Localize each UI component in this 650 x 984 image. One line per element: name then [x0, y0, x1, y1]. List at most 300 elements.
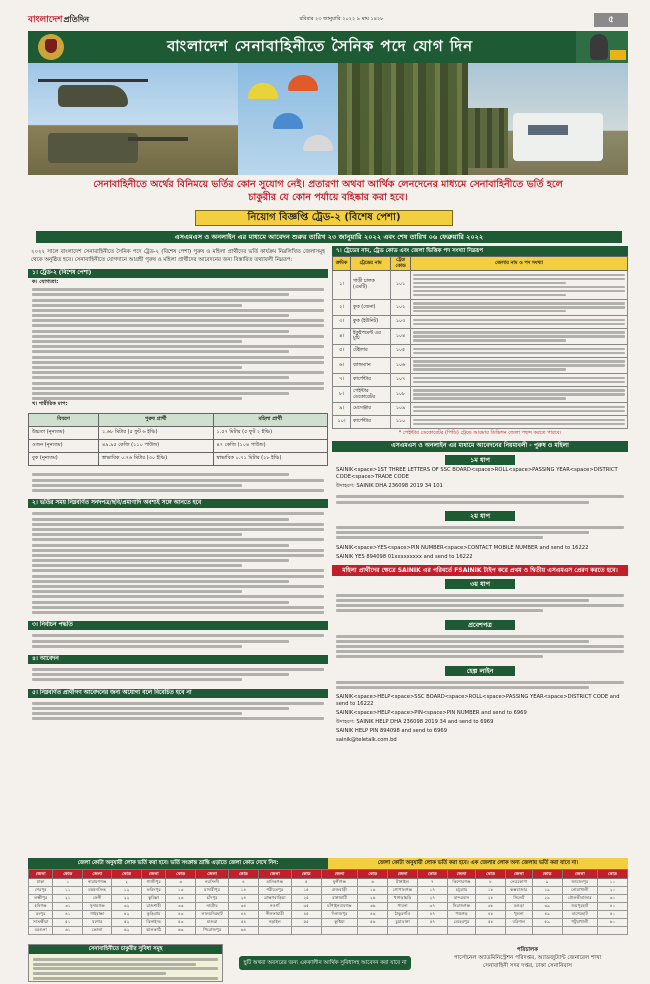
district-name: ফরিদপুর — [142, 887, 166, 895]
issuer-block — [427, 944, 628, 982]
district-code: ৪৯ — [532, 911, 562, 919]
district-code: ৫৪ — [228, 919, 258, 927]
application-deadline-bar: এসএমএস ও অনলাইন এর মাধ্যমে আবেদন শুরুর তারিখ ২৩ জানুয়ারি ২০২২ এবং শেষ তারিখ ০৬ ফেব্রুয়ারি ২০২২ — [36, 231, 622, 243]
district-name: মৌলভীবাজার — [562, 895, 597, 903]
admit-card-label: প্রবেশপত্র — [445, 620, 515, 630]
section-text-block — [28, 630, 328, 652]
district-code: ৪৮ — [476, 911, 506, 919]
table-row — [333, 386, 628, 403]
district-name: ফেনী — [83, 895, 112, 903]
district-code: ৩৯ — [532, 903, 562, 911]
district-name: সিলেট — [506, 895, 533, 903]
trade-table-title: ৭। ট্রেডের নাম, ট্রেড কোড এবং জেলা ভিত্তিক পদ সংখ্যা নিম্নরূপ — [332, 246, 628, 256]
soldiers-group-shape — [338, 63, 468, 175]
table-header: জেলার নাম ও পদ সংখ্যা — [411, 257, 628, 271]
issuer-title: পরিচালক — [516, 947, 539, 953]
un-apc-photo — [468, 63, 628, 175]
trade-footnote: * পেইন্টার ডেকোরেটর (পিডি) ট্রেডে আরমার ডিভিশন জেলা পছন্দ করতে পারবে। — [398, 429, 562, 436]
table-cell: বুক (নূন্যতম) — [29, 453, 99, 466]
table-cell: উচ্চতা (নূন্যতম) — [29, 427, 99, 440]
right-column — [332, 246, 628, 856]
table-header: কোড — [53, 870, 83, 879]
district-name: চাঁপাইনবাবগঞ্জ — [321, 903, 358, 911]
table-header: কোড — [476, 870, 506, 879]
sms-example-2: SAINIK YES 894098 01xxxxxxxxx and send to 16222 — [336, 553, 473, 560]
stage-1-label: ১ম ধাপ — [445, 455, 515, 465]
trade-code: ১১০ — [391, 415, 411, 428]
district-code: ২৭ — [417, 895, 447, 903]
trade-name: ইকুইপমেন্ট এর মুচি — [351, 328, 391, 345]
trade-code: ১০৩ — [391, 316, 411, 329]
tank-shape — [48, 133, 138, 163]
district-name: মানিকগঞ্জ — [258, 879, 291, 887]
soldiers-group-shape — [468, 108, 508, 168]
help-example-1: উদাহরণ: SAINIK HELP DHA 236098 2019 34 and send to 6969 — [336, 719, 494, 726]
district-code: ৯ — [532, 879, 562, 887]
parachute-shape — [248, 83, 278, 99]
notice-title: নিয়োগ বিজ্ঞপ্তি ট্রেড-২ (বিশেষ পেশা) — [195, 210, 453, 226]
trade-name: পেইন্টার ডেকোরেটর — [351, 386, 391, 403]
district-code: ৬ — [358, 879, 388, 887]
district-name: বাগেরহাট — [562, 911, 597, 919]
district-name: নেত্রকোণা — [506, 879, 533, 887]
district-name: নোয়াখালী — [562, 887, 597, 895]
district-name: লালমনিরহাট — [196, 911, 229, 919]
district-name: জামালপুর — [562, 879, 597, 887]
trade-name: কার্পেন্টার — [351, 415, 391, 428]
district-name: পঞ্চগড় — [447, 911, 475, 919]
district-code: ২২ — [112, 895, 142, 903]
table-header: কোড — [358, 870, 388, 879]
district-code: ৪৫ — [291, 911, 321, 919]
trade-serial: ২। — [333, 299, 351, 316]
subsection-heading: খ। শারীরিক মাপ: — [32, 401, 68, 408]
district-name: নওগাঁ — [258, 903, 291, 911]
table-header: জেলা — [321, 870, 358, 879]
district-code: ৩০ — [598, 895, 628, 903]
photo-strip — [28, 63, 628, 175]
district-name: হবিগঞ্জ — [29, 903, 53, 911]
district-code — [291, 927, 321, 935]
district-code: ৩২ — [112, 903, 142, 911]
parachute-photo — [238, 63, 338, 175]
district-name: চট্টগ্রাম — [447, 887, 475, 895]
district-name: মাগুরা — [196, 919, 229, 927]
district-name: লক্ষ্মীপুর — [29, 895, 53, 903]
district-name: টাঙ্গাইল — [388, 879, 418, 887]
warning-line-2: চাকুরীর যে কোন পর্যায়ে বহিষ্কার করা হবে। — [248, 192, 408, 203]
district-code: ৪০ — [598, 903, 628, 911]
trade-serial: ৬। — [333, 357, 351, 374]
district-code: ৪৩ — [166, 911, 196, 919]
section-text-block — [332, 491, 628, 508]
help-email-link[interactable]: sainik@teletalk.com.bd — [336, 737, 397, 744]
district-name: ঠাকুরগাঁও — [388, 911, 418, 919]
table-row — [29, 911, 628, 919]
district-name — [258, 927, 291, 935]
centenary-logo-icon — [610, 50, 626, 60]
district-code: ৩৩ — [166, 903, 196, 911]
trade-code: ১০২ — [391, 299, 411, 316]
brand-sub: প্রতিদিন — [63, 13, 90, 24]
district-code: ৫৭ — [417, 919, 447, 927]
table-header: জেলা — [447, 870, 475, 879]
section-heading: ৪। আবেদন — [28, 655, 328, 664]
table-cell: স্বাভাবিক ০.৭১ মিটার (২৮ ইঞ্চি) — [213, 453, 328, 466]
tank-gun-shape — [128, 137, 188, 141]
trade-district-list — [411, 386, 628, 403]
section-text-block — [28, 278, 328, 410]
benefits-box — [28, 944, 223, 982]
district-name: পটুয়াখালী — [562, 919, 597, 927]
table-row — [29, 927, 628, 935]
table-row — [29, 879, 628, 887]
newspaper-brand[interactable] — [28, 15, 89, 25]
district-name: মুন্সীগঞ্জ — [321, 879, 358, 887]
district-name — [506, 927, 533, 935]
section-text-block — [28, 664, 328, 686]
table-row — [333, 403, 628, 416]
table-cell: ৪৭ কেজি (১০৪ পাউন্ড) — [213, 440, 328, 453]
table-header: পুরুষ প্রার্থী — [99, 414, 214, 427]
section-heading: ৩। নির্বাচন পদ্ধতি — [28, 621, 328, 630]
left-column — [28, 246, 328, 856]
table-row — [29, 919, 628, 927]
district-name: ঝালকাঠি — [142, 927, 166, 935]
help-format-2: SAINIK<space>HELP<space>PIN<space>PIN NUMBER and send to 6969 — [336, 710, 527, 717]
trade-table — [332, 256, 628, 429]
trade-serial: ৯। — [333, 403, 351, 416]
district-code: ২৮ — [476, 895, 506, 903]
trade-serial: ১০। — [333, 415, 351, 428]
trade-district-list — [411, 403, 628, 416]
district-code: ১৭ — [417, 887, 447, 895]
district-name: খুলনা — [506, 911, 533, 919]
district-code: ৩৪ — [228, 903, 258, 911]
section-heading: ১। ট্রেড-২ (বিশেষ পেশা) — [28, 269, 328, 278]
table-row — [333, 374, 628, 387]
table-header: কোড — [417, 870, 447, 879]
district-code: ৫৫ — [291, 919, 321, 927]
district-name: গাজীপুর — [142, 879, 166, 887]
helpline-label: হেল্প লাইন — [445, 666, 515, 676]
brand-main: বাংলাদেশ — [28, 14, 63, 25]
apc-vehicle-shape — [513, 113, 603, 161]
banner-title: বাংলাদেশ সেনাবাহিনীতে সৈনিক পদে যোগ দিন — [166, 37, 474, 56]
table-row — [29, 895, 628, 903]
district-code: ৫১ — [53, 919, 83, 927]
district-code-table — [28, 869, 628, 935]
district-code — [358, 927, 388, 935]
district-code: ১০ — [598, 879, 628, 887]
district-name: সাতক্ষীরা — [29, 919, 53, 927]
section-text-block — [332, 631, 628, 663]
section-text-block — [332, 522, 628, 544]
district-code: ৫৬ — [358, 919, 388, 927]
district-name: ঝিনাইদহ — [142, 919, 166, 927]
table-row — [29, 887, 628, 895]
district-code: ৫৮ — [476, 919, 506, 927]
district-name: বগুড়া — [506, 903, 533, 911]
district-name: দিনাজপুর — [321, 911, 358, 919]
district-table-header — [28, 858, 628, 869]
district-name — [562, 927, 597, 935]
district-code: ৬১ — [53, 927, 83, 935]
trade-code: ১০১ — [391, 271, 411, 300]
portrait-icon — [590, 34, 608, 60]
apc-window-shape — [528, 125, 568, 135]
sms-example-1: উদাহরণ: SAINIK DHA 236098 2019 34 101 — [336, 483, 443, 490]
section-text-block — [28, 469, 328, 496]
district-table-title-right: জেলা কোটা অনুযায়ী লোক ভর্তি করা হবে। এক জেলার লোক অন্য জেলায় ভর্তি করা যাবে না। — [328, 858, 628, 869]
female-candidate-note: মহিলা প্রার্থীদের ক্ষেত্রে SAINIK এর পরিবর্তে FSAINIK টাইপ করে প্রথম ও দ্বিতীয় এসএমএস প্রেরণ করতে হবে। — [332, 565, 628, 576]
district-code: ৬৪ — [228, 927, 258, 935]
district-code: ৩ — [166, 879, 196, 887]
district-code: ২০ — [598, 887, 628, 895]
district-code: ৬৩ — [166, 927, 196, 935]
trade-serial: ৭। — [333, 374, 351, 387]
table-row — [29, 453, 328, 466]
table-row — [333, 415, 628, 428]
district-code — [476, 927, 506, 935]
issuer-line-2: সেনাবাহিনী সদর দপ্তর, ঢাকা সেনানিবাস — [483, 963, 572, 969]
subsection-heading: ক। যোগ্যতা: — [32, 279, 59, 285]
district-code — [598, 927, 628, 935]
ad-banner — [28, 31, 628, 63]
trade-district-list — [411, 415, 628, 428]
trade-district-list — [411, 374, 628, 387]
table-header: জেলা — [506, 870, 533, 879]
table-header: কোড — [228, 870, 258, 879]
table-row — [29, 903, 628, 911]
district-name: গাইবান্ধা — [83, 911, 112, 919]
table-header: ট্রেড কোড — [391, 257, 411, 271]
district-name: শরীয়তপুর — [258, 887, 291, 895]
trade-code: ১০৫ — [391, 345, 411, 358]
district-name: ব্রাহ্মণবাড়িয়া — [258, 895, 291, 903]
footer-note: ছুটি অথবা অবসরের জন্য এককালীন আর্থিক সুবিধাসহ আবেদন করা যাবে না — [239, 956, 410, 970]
table-header: ট্রেডের নাম — [351, 257, 391, 271]
trade-district-list — [411, 316, 628, 329]
trade-code: ১০৯ — [391, 403, 411, 416]
district-name: কিশোরগঞ্জ — [447, 879, 475, 887]
district-code: ১ — [53, 879, 83, 887]
table-cell: স্বাভাবিক ০.৭৬ মিটার (৩০ ইঞ্চি) — [99, 453, 214, 466]
district-code: ১৮ — [476, 887, 506, 895]
trade-district-list — [411, 345, 628, 358]
table-cell: ওজন (নূন্যতম) — [29, 440, 99, 453]
table-cell: ১.৬৮ মিটার (৫ ফুট ৬ ইঞ্চি) — [99, 427, 214, 440]
table-header: জেলা — [29, 870, 53, 879]
district-code: ৬০ — [598, 919, 628, 927]
trade-serial: ৮। — [333, 386, 351, 403]
trade-name: কার্পেন্টার — [351, 374, 391, 387]
parachute-shape — [303, 135, 333, 151]
district-code: ৪২ — [112, 911, 142, 919]
district-code: ৩৮ — [476, 903, 506, 911]
district-name: বান্দরবান — [447, 895, 475, 903]
table-header: কোড — [112, 870, 142, 879]
district-name: চুয়াডাঙ্গা — [388, 919, 418, 927]
table-row — [333, 328, 628, 345]
table-header: কোড — [291, 870, 321, 879]
table-header: জেলা — [196, 870, 229, 879]
district-code: ১৫ — [291, 887, 321, 895]
district-code: ৪৬ — [358, 911, 388, 919]
table-header: জেলা — [258, 870, 291, 879]
district-code: ৫০ — [598, 911, 628, 919]
trade-code: ১০৮ — [391, 386, 411, 403]
district-name: নাটোর — [196, 903, 229, 911]
district-code: ৪ — [228, 879, 258, 887]
district-name: ভোলা — [83, 927, 112, 935]
trade-name: ব্যান্ডম্যান — [351, 357, 391, 374]
trade-district-list — [411, 328, 628, 345]
district-code: ১৪ — [228, 887, 258, 895]
district-code: ৭ — [417, 879, 447, 887]
district-name: শেরপুর — [29, 887, 53, 895]
district-name: কক্সবাজার — [506, 887, 533, 895]
table-cell: ৪৯.৯৫ কেজি (১১০ পাউন্ড) — [99, 440, 214, 453]
helicopter-tank-photo — [28, 63, 238, 175]
district-table-title-left: জেলা কোটা অনুযায়ী লোক ভর্তি করা হবে। ভর্তি সংক্রান্ত ভ্রান্তি এড়াতে জেলা কোড দেখে নিন: — [28, 858, 328, 869]
district-code: ২৪ — [228, 895, 258, 903]
trade-serial: ৩। — [333, 316, 351, 329]
issuer-line-1: পার্সোনেল অ্যাডমিনিস্ট্রেশন পরিদপ্তর, অ্যাডজুট্যান্ট জেনারেল শাখা — [453, 955, 602, 961]
district-name: বরগুনা — [29, 927, 53, 935]
district-code — [532, 927, 562, 935]
district-code: ৫ — [291, 879, 321, 887]
district-name: ময়মনসিংহ — [83, 887, 112, 895]
district-code: ২৫ — [291, 895, 321, 903]
section-text-block — [28, 698, 328, 725]
district-name: চাঁদপুর — [196, 895, 229, 903]
district-name — [321, 927, 358, 935]
trade-name: কুক (ইউনিট) — [351, 316, 391, 329]
footer-middle — [227, 944, 423, 982]
table-row — [29, 427, 328, 440]
district-code: ২১ — [53, 895, 83, 903]
warning-text — [28, 178, 628, 206]
table-header: জেলা — [142, 870, 166, 879]
district-name: সুনামগঞ্জ — [83, 903, 112, 911]
district-name: গোপালগঞ্জ — [388, 887, 418, 895]
section-heading: ২। ভর্তির সময় নিম্নবর্ণিত সনদপত্র/ছবি/প্রমাণাদি অবশ্যই সঙ্গে আনতে হবে — [28, 499, 328, 508]
district-name: নরসিংদী — [196, 879, 229, 887]
district-name: নারায়ণগঞ্জ — [83, 879, 112, 887]
district-name: খাগড়াছড়ি — [388, 895, 418, 903]
district-code: ৫২ — [112, 919, 142, 927]
table-cell: ১.৫৭ মিটার (৫ ফুট ২ ইঞ্চি) — [213, 427, 328, 440]
district-code: ২ — [112, 879, 142, 887]
district-name: নীলফামারী — [258, 911, 291, 919]
table-header: জেলা — [388, 870, 418, 879]
trade-serial: ৫। — [333, 345, 351, 358]
district-name: রাঙ্গামাটি — [321, 895, 358, 903]
district-code: ২৯ — [532, 895, 562, 903]
table-header: কোড — [532, 870, 562, 879]
trade-code: ১০৭ — [391, 374, 411, 387]
trade-district-list — [411, 271, 628, 300]
district-code: ৪১ — [53, 911, 83, 919]
stage-2-label: ২য় ধাপ — [445, 511, 515, 521]
table-header: কোড — [598, 870, 628, 879]
district-code-table-block — [28, 858, 628, 942]
district-name: সিরাজগঞ্জ — [447, 903, 475, 911]
trade-name: গাড়ী চালক (এমটি) — [351, 271, 391, 300]
trade-name: মেসেঞ্জার — [351, 403, 391, 416]
district-code: ১৯ — [532, 887, 562, 895]
district-code: ৪৭ — [417, 911, 447, 919]
district-code: ১২ — [112, 887, 142, 895]
benefits-title: সেনাবাহিনীতে চাকুরীর সুবিধা সমূহ — [29, 945, 222, 954]
district-name: রংপুর — [29, 911, 53, 919]
table-header: ক্রমিক — [333, 257, 351, 271]
district-name: মাদারীপুর — [196, 887, 229, 895]
section-text-block — [332, 677, 628, 694]
table-header: বিবরণ — [29, 414, 99, 427]
district-code: ২৩ — [166, 895, 196, 903]
district-code: ৩১ — [53, 903, 83, 911]
soldiers-photo — [338, 63, 468, 175]
district-name: পাবনা — [388, 903, 418, 911]
district-name: পিরোজপুর — [196, 927, 229, 935]
trade-serial: ৪। — [333, 328, 351, 345]
district-name: কুষ্টিয়া — [321, 919, 358, 927]
parachute-shape — [288, 75, 318, 91]
help-format-1: SAINIK<space>HELP<space>SSC BOARD<space>ROLL<space>PASSING YEAR<space>DISTRICT CODE and send to 16222 — [336, 694, 620, 708]
trade-serial: ১। — [333, 271, 351, 300]
district-name: কুড়িগ্রাম — [142, 911, 166, 919]
help-example-2: SAINIK HELP PIN 894098 and send to 6969 — [336, 728, 448, 735]
district-code: ৩৫ — [291, 903, 321, 911]
district-code: ৬২ — [112, 927, 142, 935]
district-code: ৫৩ — [166, 919, 196, 927]
district-code: ৩৭ — [417, 903, 447, 911]
table-row — [333, 345, 628, 358]
warning-line-1: সেনাবাহিনীতে অর্থের বিনিময়ে ভর্তির কোন সুযোগ নেই। প্রতারণা অথবা আর্থিক লেনদেনের মাধ্যমে সেনাবাহিনীতে ভর্তি হলে — [93, 179, 563, 190]
stage-3-label: ৩য় ধাপ — [445, 579, 515, 589]
helicopter-shape — [58, 85, 128, 107]
table-row — [333, 316, 628, 329]
district-name: কুমিল্লা — [142, 895, 166, 903]
online-procedure-bar: এসএমএস ও অনলাইন এর মাধ্যমে আবেদনের নিয়মাবলী - পুরুষ ও মহিলা — [332, 441, 628, 452]
footer — [28, 944, 628, 982]
trade-code: ১০৬ — [391, 357, 411, 374]
district-name: নড়াইল — [258, 919, 291, 927]
district-code: ১১ — [53, 887, 83, 895]
intro-paragraph: ২০২২ সালে বাংলাদেশ সেনাবাহিনীতে সৈনিক পদে ট্রেড-২ (বিশেষ পেশা) পুরুষ ও মহিলা প্রার্থীদের ভর্তি কার্যক্রম নিম্নলিখিত জেলাসমূহ থেকে অনুষ্ঠিত হবে। সেনাবাহিনীতে যোগদানে আগ্রহী পুরুষ ও মহিলা প্রার্থীদের আবেদনের জন্য বিস্তারিত তথ্যাবলী নিম্নরূপ: — [31, 249, 325, 263]
benefits-text — [29, 954, 222, 984]
table-header: মহিলা প্রার্থী — [213, 414, 328, 427]
section-text-block — [332, 590, 628, 617]
table-row — [333, 357, 628, 374]
district-name: যশোর — [83, 919, 112, 927]
physical-requirements-table — [28, 413, 328, 466]
district-code: ৩৬ — [358, 903, 388, 911]
district-name: ঢাকা — [29, 879, 53, 887]
trade-name: কুক (জেনা) — [351, 299, 391, 316]
district-name — [388, 927, 418, 935]
trade-name: টেইলার — [351, 345, 391, 358]
masthead — [28, 12, 628, 28]
table-header: কোড — [166, 870, 196, 879]
army-emblem-icon — [38, 34, 64, 60]
table-row — [29, 440, 328, 453]
section-text-block — [28, 508, 328, 618]
mujib-portrait-logo — [576, 31, 628, 63]
district-code: ৫৯ — [532, 919, 562, 927]
